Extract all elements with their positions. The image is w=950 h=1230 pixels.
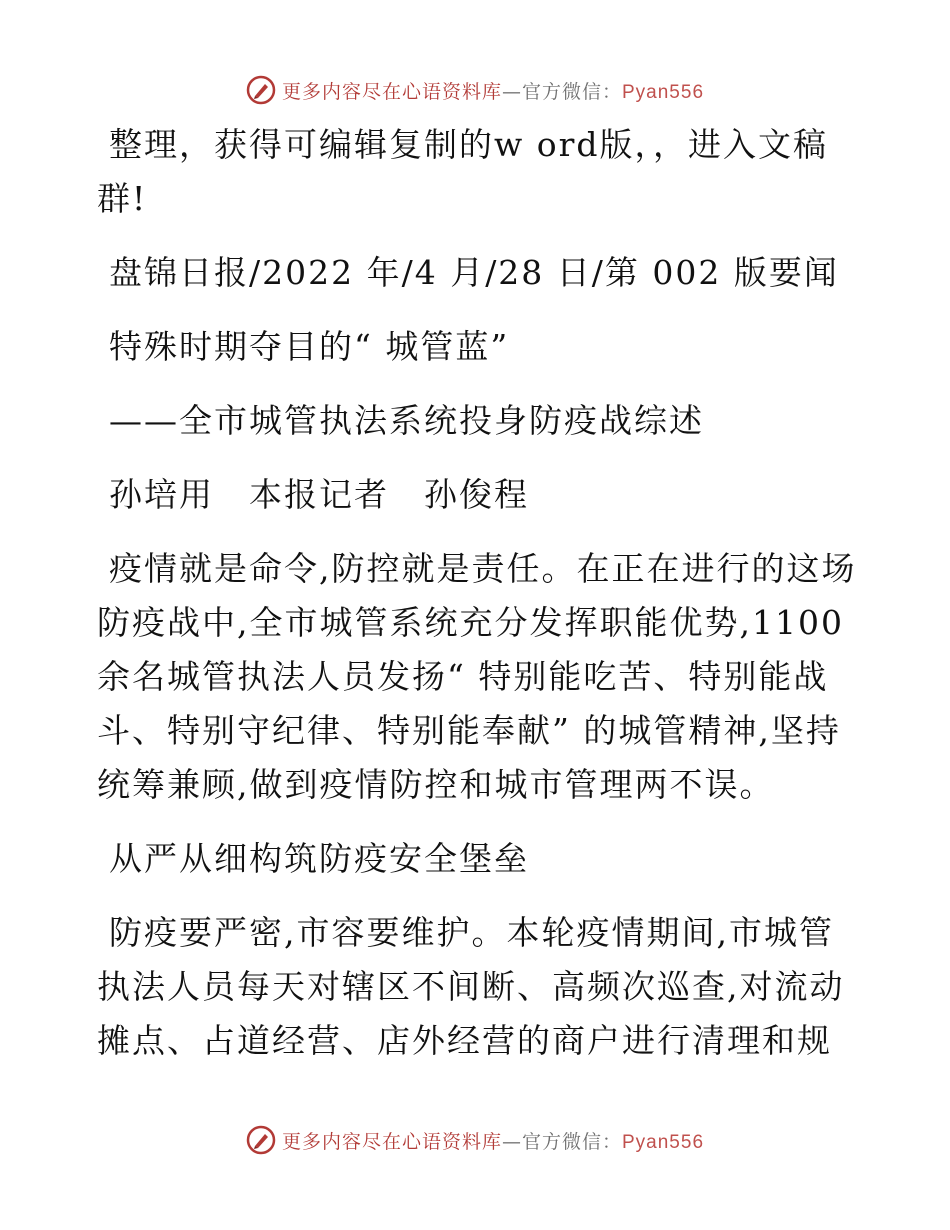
footer-banner-label: 官方微信：: [521, 1130, 622, 1153]
article-authors: 孙培用 本报记者 孙俊程: [109, 475, 529, 514]
pen-logo-icon: [246, 75, 276, 105]
header-banner-account: Pyan556: [622, 81, 705, 103]
footer-banner-text: [282, 1127, 704, 1154]
section-heading: 从严从细构筑防疫安全堡垒: [109, 839, 529, 878]
header-banner-separator: —: [501, 80, 522, 103]
paragraph-2: 防疫要严密,市容要维护。本轮疫情期间,市城管执法人员每天对辖区不间断、高频次巡查,对流动摊点、占道经营、店外经营的商户进行清理和规: [97, 913, 845, 1060]
header-banner: [0, 70, 950, 110]
pen-logo-icon: [246, 1125, 276, 1155]
footer-banner-separator: —: [501, 1130, 522, 1153]
article-title: 特殊时期夺目的“ 城管蓝”: [109, 327, 510, 366]
footer-banner-title: 更多内容尽在心语资料库: [281, 1130, 502, 1153]
intro-text: 整理，获得可编辑复制的w ord版，，进入文稿群!: [97, 125, 829, 218]
header-banner-label: 官方微信：: [521, 80, 622, 103]
article-subtitle: ——全市城管执法系统投身防疫战综述: [109, 401, 704, 440]
document-body: [97, 118, 857, 1088]
source-line: 盘锦日报/2022 年/4 月/28 日/第 002 版要闻: [109, 253, 839, 292]
paragraph-1: 疫情就是命令,防控就是责任。在正在进行的这场防疫战中,全市城管系统充分发挥职能优势,1100余名城管执法人员发扬“ 特别能吃苦、特别能战斗、特别守纪律、特别能奉献” 的城管精神,坚持统筹兼顾,做到疫情防控和城市管理两不误。: [97, 549, 857, 804]
footer-banner-account: Pyan556: [622, 1131, 705, 1153]
header-banner-text: [282, 77, 704, 104]
header-banner-title: 更多内容尽在心语资料库: [281, 80, 502, 103]
footer-banner: [0, 1120, 950, 1160]
